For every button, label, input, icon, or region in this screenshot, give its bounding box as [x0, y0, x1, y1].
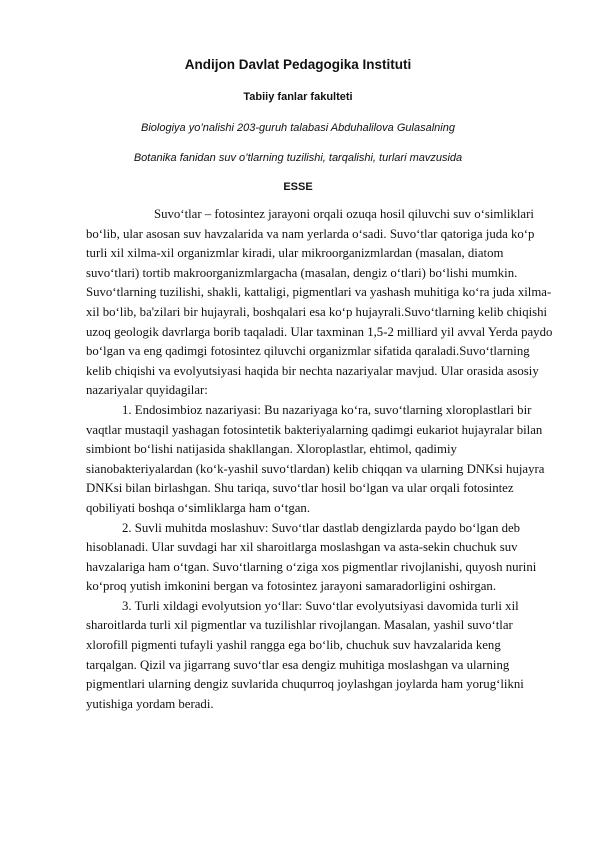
paragraph-theory-2: 2. Suvli muhitda moslashuv: Suvo‘tlar dastlab dengizlarda paydo bo‘lgan deb hisoblanadi. Ular suvdagi har xil sharoitlarga moslashgan va asta-sekin chuchuk suv havzalariga ham o‘tgan. Suvo‘tlarning o‘ziga xos pigmentlar rivojlanishi, quyosh nurini ko‘proq yutish imkonini bergan va fotosintez jarayoni samaradorligini oshirgan. — [86, 520, 537, 594]
essay-body — [86, 205, 554, 714]
paragraph-theory-1: 1. Endosimbioz nazariyasi: Bu nazariyaga ko‘ra, suvo‘tlarning xloroplastlari bir vaqtlar mustaqil yashagan fotosintetik bakteriyalarning qadimgi eukariot hujayralar bilan simbiont bo‘lishi natijasida shakllangan. Xloroplastlar, ehtimol, qadimiy sianobakteriyalardan (ko‘k-yashil suvo‘tlardan) kelib chiqqan va ularning DNKsi hujayra DNKsi bilan birlashgan. Shu tariqa, suvo‘tlar hosil bo‘lgan va ular orqali fotosintez qobiliyati boshqa o‘simliklarga ham o‘tgan. — [86, 402, 545, 515]
paragraph-intro: Suvo‘tlar – fotosintez jarayoni orqali ozuqa hosil qiluvchi suv o‘simliklari bo‘lib, ular asosan suv havzalarida va nam yerlarda o‘sadi. Suvo‘tlar qatoriga juda ko‘p turli xil xilma-xil organizmlar kiradi, ular mikroorganizmlardan (masalan, diatom suvo‘tlari) tortib makroorganizmlargacha (masalan, dengiz o‘tlari) bo‘lishi mumkin. Suvo‘tlarning tuzilishi, shakli, kattaligi, pigmentlari va yashash muhitiga ko‘ra juda xilma-xil bo‘lib, ba'zilari bir hujayrali, boshqalari esa ko‘p hujayrali.Suvo‘tlarning kelib chiqishi uzoq geologik davrlarga borib taqaladi. Ular taxminan 1,5-2 milliard yil avval Yerda paydo bo‘lgan va eng qadimgi fotosintez qiluvchi organizmlar sifatida qaraladi.Suvo‘tlarning kelib chiqishi va evolyutsiyasi haqida bir nechta nazariyalar mavjud. Ular orasida asosiy nazariyalar quyidagilar: — [86, 207, 553, 398]
topic-line: Botanika fanidan suv o’tlarning tuzilishi, tarqalishi, turlari mavzusida — [133, 152, 463, 164]
institution-title: Andijon Davlat Pedagogika Instituti — [184, 57, 412, 72]
faculty-title: Tabiiy fanlar fakulteti — [243, 91, 353, 103]
student-line: Biologiya yo’nalishi 203-guruh talabasi Abduhalilova Gulasalning — [141, 122, 455, 134]
document-type: ESSE — [283, 181, 313, 193]
paragraph-theory-3: 3. Turli xildagi evolyutsion yo‘llar: Suvo‘tlar evolyutsiyasi davomida turli xil sharoitlarda turli xil pigmentlar va tuzilishlar rivojlangan. Masalan, yashil suvo‘tlar xlorofill pigmenti tufayli yashil rangga ega bo‘lib, chuchuk suv havzalarida keng tarqalgan. Qizil va jigarrang suvo‘tlar esa dengiz muhitiga moslashgan va ularning pigmentlari ularning dengiz suvlarida chuqurroq joylashgan joylarda ham yorug‘likni yutishiga yordam beradi. — [86, 598, 524, 711]
